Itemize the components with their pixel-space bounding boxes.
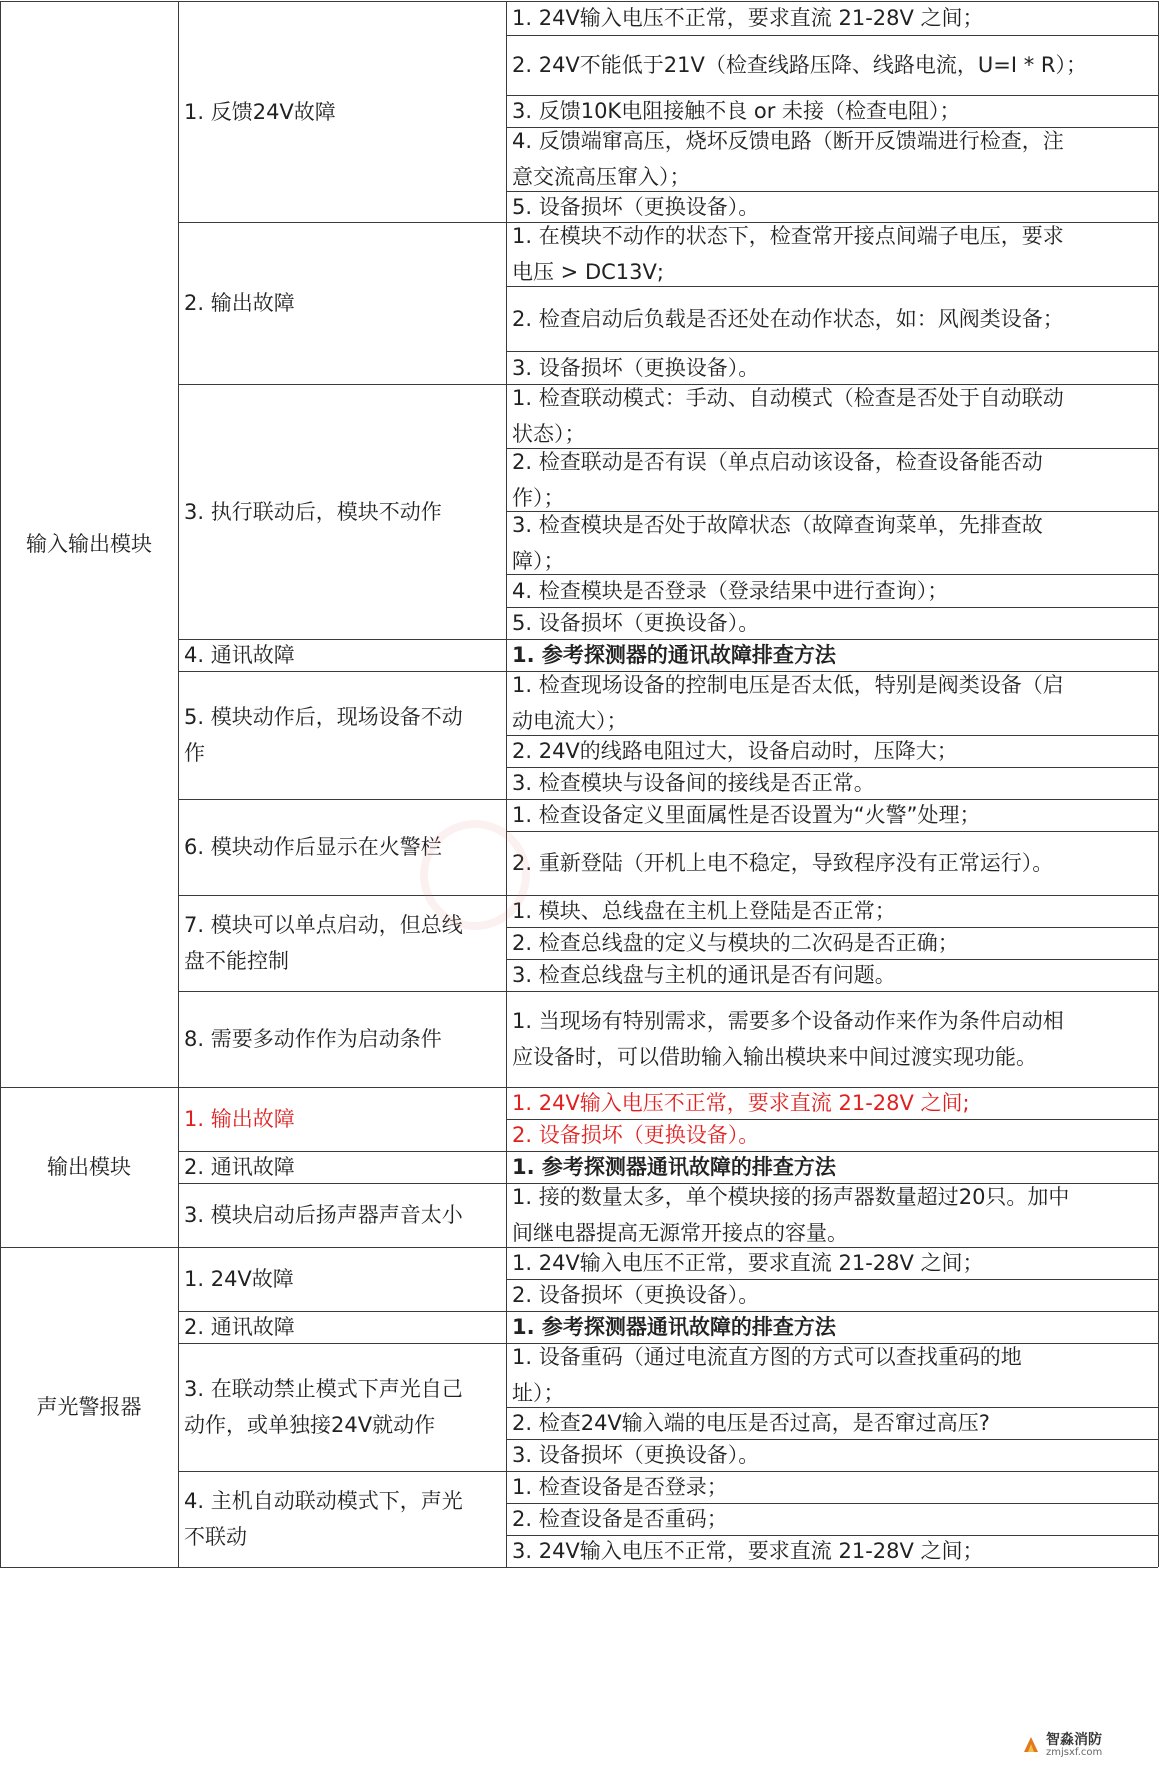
logo-url: zmjsxf.com [1046, 1747, 1103, 1758]
check-item [512, 573, 948, 609]
check-item-line: 动电流大）； [512, 709, 628, 733]
flame-icon [1020, 1734, 1042, 1754]
check-item [512, 605, 759, 641]
check-item-line: 2. 检查24V输入端的电压是否过高，是否窜过高压? [512, 1411, 990, 1435]
table-left-border [0, 1, 1, 1567]
fault-label-line: 3. 在联动禁止模式下声光自己 [184, 1377, 463, 1401]
check-item-line: 1. 24V输入电压不正常，要求直流 21-28V 之间； [512, 6, 984, 30]
check-item-line: 4. 检查模块是否登录（登录结果中进行查询）； [512, 579, 949, 603]
fault-label [184, 94, 336, 130]
check-item [512, 765, 875, 801]
check-item-line: 1. 模块、总线盘在主机上登陆是否正常； [512, 899, 896, 923]
check-item-line: 3. 检查模块是否处于故障状态（故障查询菜单，先排查故 [512, 513, 1043, 537]
check-item [512, 0, 984, 36]
check-item-line: 4. 反馈端窜高压，烧坏反馈电路（断开反馈端进行检查，注 [512, 129, 1064, 153]
fault-label [184, 1149, 295, 1185]
col-divider-1 [178, 1, 179, 1567]
fault-label-line: 4. 通讯故障 [184, 643, 295, 667]
check-item [512, 957, 896, 993]
fault-label [184, 494, 442, 530]
check-item-line: 2. 设备损坏（更换设备）。 [512, 1123, 760, 1147]
check-item-line: 3. 反馈10K电阻接触不良 or 未接（检查电阻）； [512, 99, 961, 123]
check-item [512, 1501, 728, 1537]
check-item-line: 2. 设备损坏（更换设备）。 [512, 1283, 760, 1307]
check-item-line: 3. 设备损坏（更换设备）。 [512, 356, 760, 380]
check-item [512, 1405, 990, 1441]
check-item-line: 3. 检查总线盘与主机的通讯是否有问题。 [512, 963, 896, 987]
fault-label-line: 作 [184, 741, 205, 765]
fault-label [184, 1101, 295, 1137]
logo-name: 智淼消防 [1046, 1732, 1102, 1748]
check-item-line: 2. 检查启动后负载是否还处在动作状态，如：风阀类设备； [512, 307, 1064, 331]
fault-label-line: 7. 模块可以单点启动，但总线 [184, 913, 463, 937]
fault-label-line: 8. 需要多动作作为启动条件 [184, 1027, 442, 1051]
fault-label [184, 699, 463, 771]
fault-label-line: 3. 模块启动后扬声器声音太小 [184, 1203, 463, 1227]
fault-label-line: 盘不能控制 [184, 949, 289, 973]
check-item-line: 2. 24V的线路电阻过大，设备启动时，压降大； [512, 739, 958, 763]
check-item-line: 电压 > DC13V; [512, 260, 664, 284]
check-item [512, 1085, 970, 1121]
check-item-line: 3. 设备损坏（更换设备）。 [512, 1443, 760, 1467]
check-item [512, 218, 1064, 290]
check-item-line: 1. 检查联动模式：手动、自动模式（检查是否处于自动联动 [512, 386, 1064, 410]
check-item [512, 380, 1064, 452]
fault-label-line: 2. 输出故障 [184, 291, 295, 315]
item-row-border [506, 286, 1158, 287]
fault-label [184, 1021, 442, 1057]
fault-label-line: 1. 反馈24V故障 [184, 100, 336, 124]
check-item [512, 1003, 1064, 1075]
check-item-line: 1. 参考探测器的通讯故障排查方法 [512, 643, 836, 667]
fault-label [184, 1309, 295, 1345]
check-item [512, 301, 1064, 337]
check-item [512, 1533, 984, 1569]
fault-label-line: 2. 通讯故障 [184, 1315, 295, 1339]
fault-label [184, 1197, 463, 1233]
check-item [512, 1469, 728, 1505]
check-item-line: 1. 参考探测器通讯故障的排查方法 [512, 1155, 836, 1179]
check-item-line: 1. 在模块不动作的状态下，检查常开接点间端子电压，要求 [512, 224, 1064, 248]
check-item-line: 3. 检查模块与设备间的接线是否正常。 [512, 771, 875, 795]
check-item [512, 925, 959, 961]
check-item-line: 1. 检查现场设备的控制电压是否太低，特别是阀类设备（启 [512, 673, 1064, 697]
section-title: 输入输出模块 [26, 532, 152, 556]
check-item-line: 3. 24V输入电压不正常，要求直流 21-28V 之间； [512, 1539, 984, 1563]
check-item-line: 2. 检查总线盘的定义与模块的二次码是否正确； [512, 931, 959, 955]
check-item [512, 797, 980, 833]
fault-label-line: 不联动 [184, 1525, 247, 1549]
section-title: 输出模块 [47, 1155, 131, 1179]
fault-label [184, 1261, 294, 1297]
check-item-line: 状态）； [512, 422, 586, 446]
check-item-line: 1. 24V输入电压不正常，要求直流 21-28V 之间; [512, 1091, 970, 1115]
fault-label-line: 3. 执行联动后，模块不动作 [184, 500, 442, 524]
section-title: 声光警报器 [36, 1395, 142, 1419]
fault-label-line: 6. 模块动作后显示在火警栏 [184, 835, 442, 859]
check-item-line: 址）； [512, 1381, 565, 1405]
check-item [512, 845, 1053, 881]
check-item-line: 2. 24V不能低于21V（检查线路压降、线路电流，U=I * R）； [512, 53, 1087, 77]
fault-label [184, 829, 442, 865]
table-right-border [1158, 1, 1159, 1567]
check-item [512, 47, 1087, 83]
item-row-border [506, 831, 1158, 832]
fault-label [184, 1483, 463, 1555]
check-item [512, 667, 1064, 739]
fault-label-line: 1. 输出故障 [184, 1107, 295, 1131]
check-item-line: 5. 设备损坏（更换设备）。 [512, 195, 760, 219]
check-item [512, 123, 1064, 195]
check-item-line: 1. 检查设备是否登录； [512, 1475, 728, 1499]
fault-label-line: 2. 通讯故障 [184, 1155, 295, 1179]
check-item [512, 1245, 984, 1281]
check-item [512, 893, 896, 929]
check-item-line: 1. 检查设备定义里面属性是否设置为“火警”处理； [512, 803, 981, 827]
check-item [512, 1437, 759, 1473]
check-item [512, 1117, 759, 1153]
check-item-line: 1. 设备重码（通过电流直方图的方式可以查找重码的地 [512, 1345, 1022, 1369]
fault-label [184, 637, 295, 673]
fault-label-line: 动作，或单独接24V就动作 [184, 1413, 436, 1437]
fault-label-line: 5. 模块动作后，现场设备不动 [184, 705, 463, 729]
check-item-line: 1. 24V输入电压不正常，要求直流 21-28V 之间； [512, 1251, 984, 1275]
check-item [512, 1277, 759, 1313]
check-item-line: 2. 重新登陆（开机上电不稳定，导致程序没有正常运行）。 [512, 851, 1054, 875]
check-item-line: 间继电器提高无源常开接点的容量。 [512, 1221, 848, 1245]
check-item-line: 5. 设备损坏（更换设备）。 [512, 611, 760, 635]
check-item [512, 444, 1043, 516]
check-item-line: 2. 检查设备是否重码； [512, 1507, 728, 1531]
check-item [512, 507, 1043, 579]
check-item-line: 1. 参考探测器通讯故障的排查方法 [512, 1315, 836, 1339]
fault-label-line: 4. 主机自动联动模式下，声光 [184, 1489, 463, 1513]
col-divider-2 [506, 1, 507, 1567]
watermark-logo [420, 820, 530, 930]
item-row-border [506, 35, 1158, 36]
fault-label [184, 1371, 463, 1443]
check-item [512, 1339, 1022, 1411]
check-item-line: 1. 接的数量太多，单个模块接的扬声器数量超过20只。加中 [512, 1185, 1070, 1209]
check-item-line: 意交流高压窜入）； [512, 165, 691, 189]
check-item-line: 障）； [512, 549, 565, 573]
fault-label-line: 1. 24V故障 [184, 1267, 294, 1291]
check-item-line: 2. 检查联动是否有误（单点启动该设备，检查设备能否动 [512, 450, 1043, 474]
fault-label [184, 907, 463, 979]
check-item [512, 733, 958, 769]
fault-label [184, 285, 295, 321]
check-item-line: 应设备时，可以借助输入输出模块来中间过渡实现功能。 [512, 1045, 1037, 1069]
check-item-line: 1. 当现场有特别需求，需要多个设备动作来作为条件启动相 [512, 1009, 1064, 1033]
check-item [512, 1179, 1069, 1251]
check-item-line: 作）； [512, 486, 565, 510]
